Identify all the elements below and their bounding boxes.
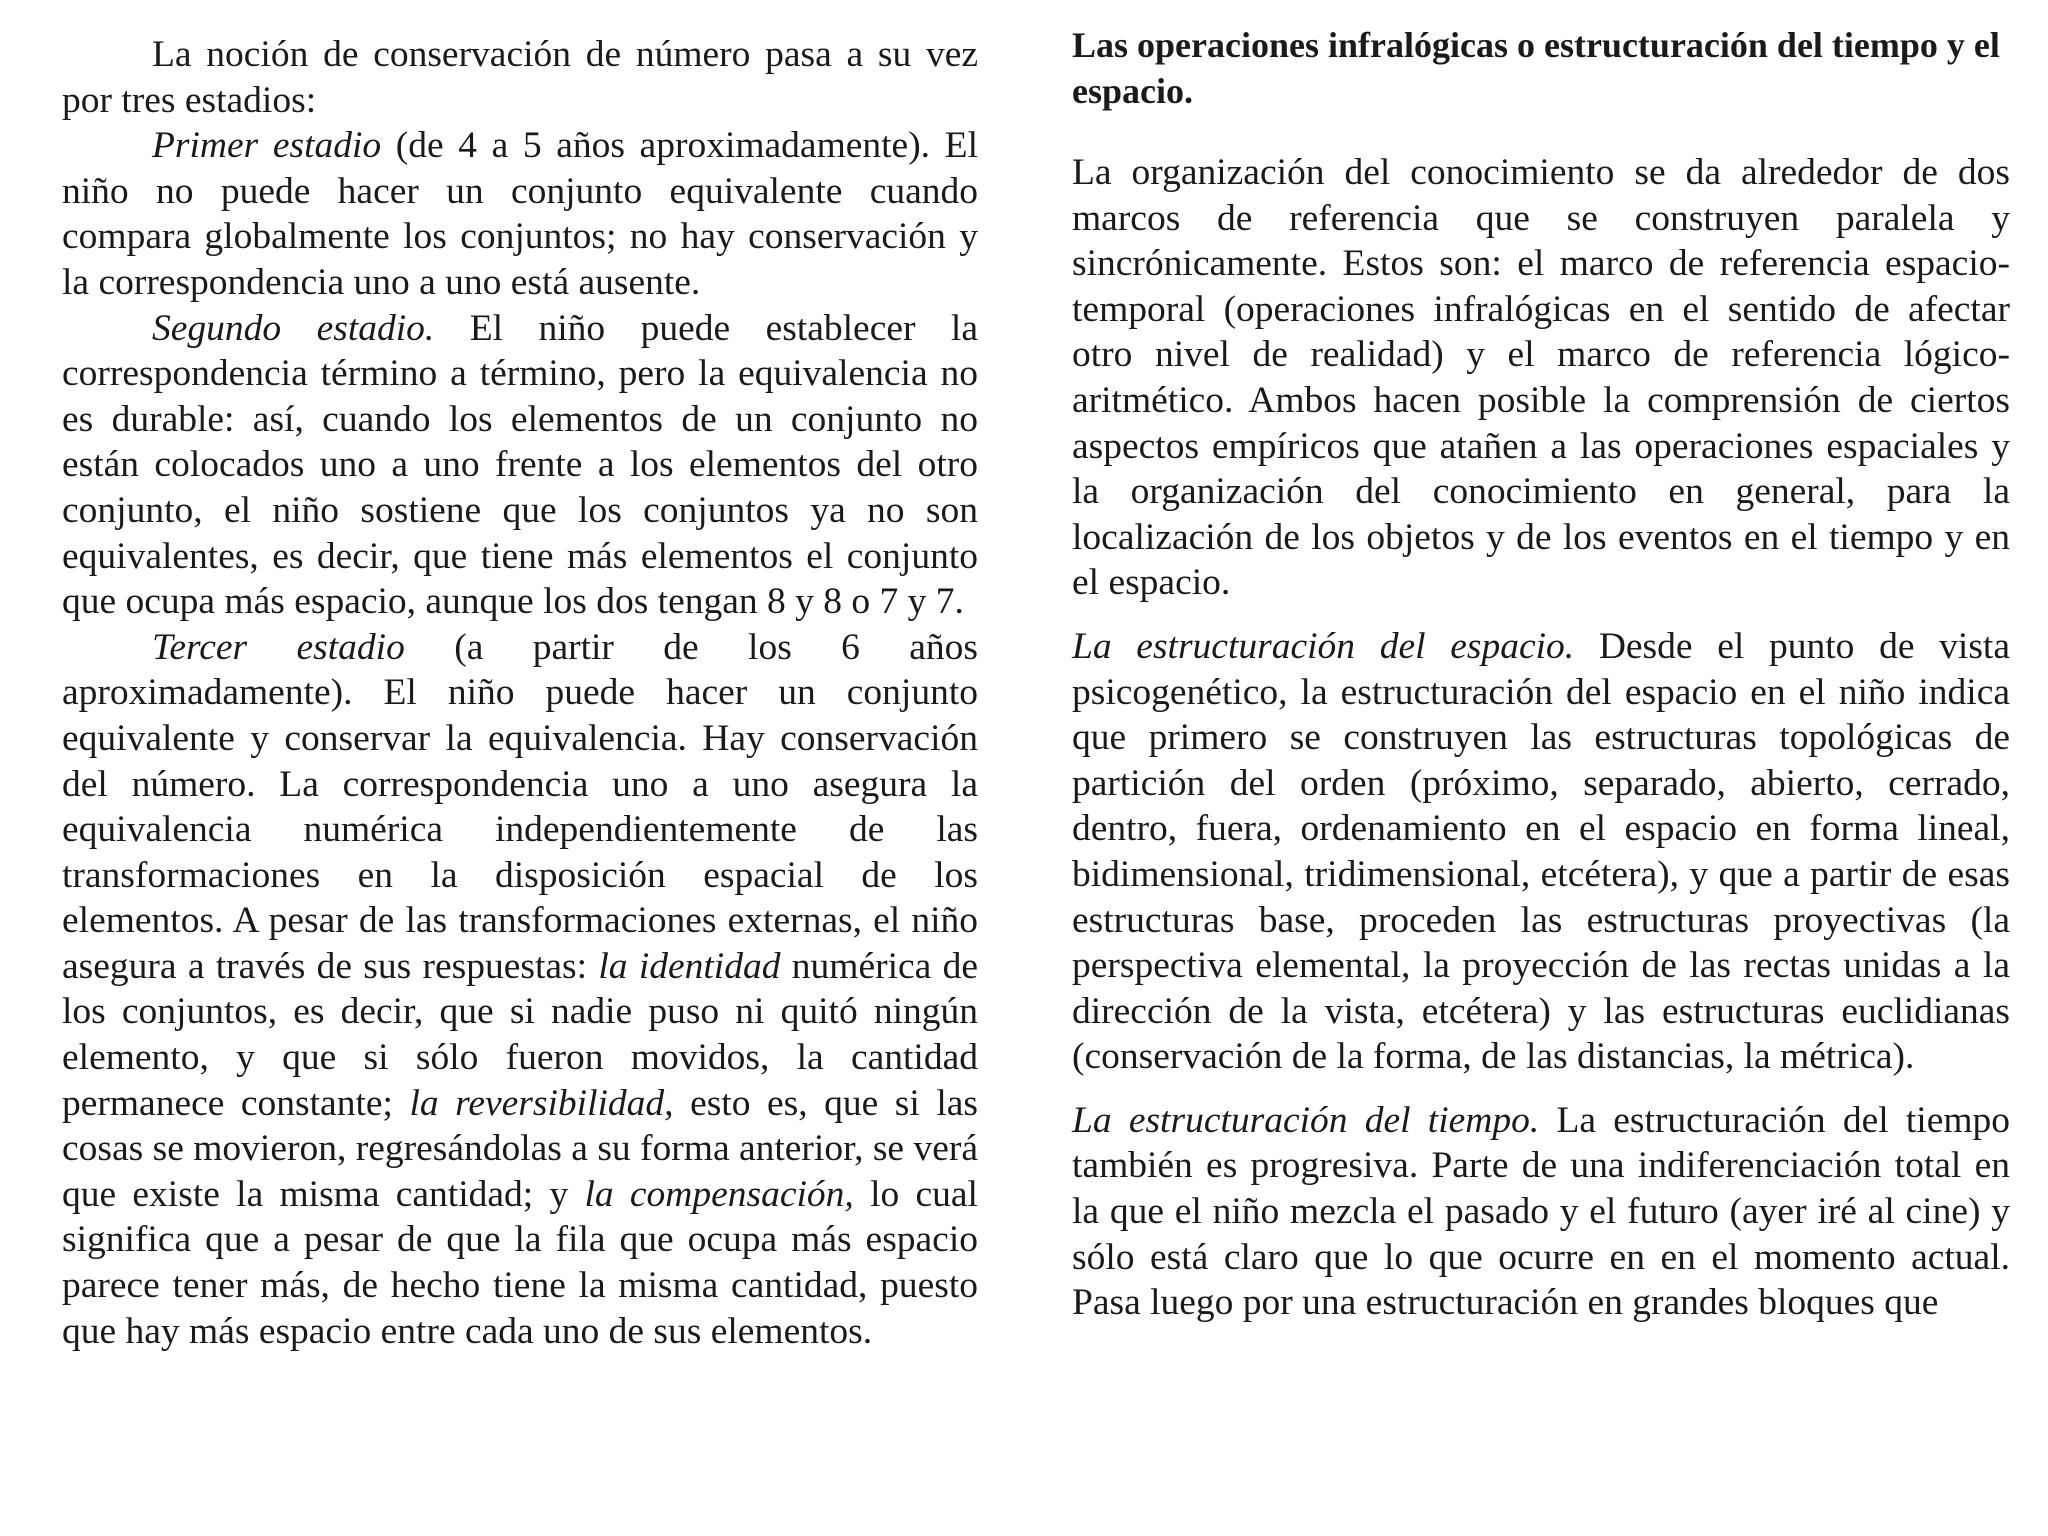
paragraph-first-stage bbox=[62, 123, 978, 305]
paragraph-conservation-intro bbox=[62, 32, 978, 123]
stage-term: Tercer estadio bbox=[152, 626, 405, 668]
emphasis-identity: la identidad bbox=[598, 945, 781, 987]
paragraph-text: Desde el punto de vista psicogenético, la estructuración del espacio en el niño indica que primero se construyen las estructuras topológicas de partición del orden (próximo, separado, abierto, cerrado, dentro, fuera, ordenamiento en el espacio en forma lineal, bidimensional, tridimensional, etcétera), y que a partir de esas estructuras base, proceden las estructuras proyectivas (la perspectiva elemental, la proyección de las rectas unidas a la dirección de la vista, etcétera) y las estructuras euclidianas (conservación de la forma, de las distancias, la métrica). bbox=[1072, 625, 2010, 1078]
right-column bbox=[1072, 22, 2010, 1344]
paragraph-space-structuring bbox=[1072, 624, 2010, 1080]
paragraph-text: (de 4 a 5 años aproximadamente). El niño no puede hacer un conjunto equivalente cuando compara globalmente los conjuntos; no hay conservación y la correspondencia uno a uno está ausente. bbox=[62, 125, 978, 303]
paragraph-text: El niño puede establecer la correspondencia término a término, pero la equivalencia no es durable: así, cuando los elementos de un conjunto no están colocados uno a uno frente a los elementos del otro conjunto, el niño sostiene que los conjuntos ya no son equivalentes, es decir, que tiene más elementos el conjunto que ocupa más espacio, aunque los dos tengan 8 y 8 o 7 y 7. bbox=[62, 307, 978, 623]
left-column bbox=[62, 32, 978, 1354]
subsection-term: La estructuración del espacio. bbox=[1072, 625, 1575, 667]
paragraph-second-stage bbox=[62, 306, 978, 625]
subsection-term: La estructuración del tiempo. bbox=[1072, 1099, 1540, 1141]
emphasis-compensation: la compensación, bbox=[584, 1173, 854, 1215]
paragraph-third-stage bbox=[62, 625, 978, 1355]
paragraph-text: lo cual significa que a pesar de que la fila que ocupa más espacio parece tener más, de hecho tiene la misma cantidad, puesto que hay más espacio entre cada uno de sus elementos. bbox=[62, 1173, 978, 1352]
stage-term: Primer estadio bbox=[152, 125, 382, 167]
stage-term: Segundo estadio. bbox=[152, 307, 435, 349]
paragraph-text: numérica de los conjuntos, es decir, que si nadie puso ni quitó ningún elemento, y que si sólo fueron movidos, la cantidad permanece constante; bbox=[62, 945, 978, 1124]
paragraph-text: (a partir de los 6 años aproximadamente). El niño puede hacer un conjunto equivalente y conservar la equivalencia. Hay conservación del número. La correspondencia uno a uno asegura la equivalencia numérica independientemente de las transformaciones en la disposición espacial de los elementos. A pesar de las transformaciones externas, el niño asegura a través de sus respuestas: bbox=[62, 626, 979, 987]
paragraph-text: La noción de conservación de número pasa a su vez por tres estadios: bbox=[62, 34, 978, 121]
paragraph-text: esto es, que si las cosas se movieron, regresándolas a su forma anterior, se verá que existe la misma cantidad; y bbox=[62, 1082, 978, 1215]
paragraph-knowledge-organization bbox=[1072, 150, 2010, 606]
section-heading: Las operaciones infralógicas o estructuración del tiempo y el espacio. bbox=[1072, 25, 2000, 111]
paragraph-text: La estructuración del tiempo también es progresiva. Parte de una indiferenciación total en la que el niño mezcla el pasado y el futuro (ayer iré al cine) y sólo está claro que lo que ocurre en en el momento actual. Pasa luego por una estructuración en grandes bloques que bbox=[1072, 1099, 2011, 1324]
paragraph-text: La organización del conocimiento se da alrededor de dos marcos de referencia que se construyen paralela y sincrónicamente. Estos son: el marco de referencia espacio-temporal (operaciones infralógicas en el sentido de afectar otro nivel de realidad) y el marco de referencia lógico-aritmético. Ambos hacen posible la comprensión de ciertos aspectos empíricos que atañen a las operaciones espaciales y la organización del conocimiento en general, para la localización de los objetos y de los eventos en el tiempo y en el espacio. bbox=[1072, 152, 2010, 604]
paragraph-time-structuring bbox=[1072, 1098, 2010, 1326]
emphasis-reversibility: la reversibilidad, bbox=[409, 1082, 674, 1124]
